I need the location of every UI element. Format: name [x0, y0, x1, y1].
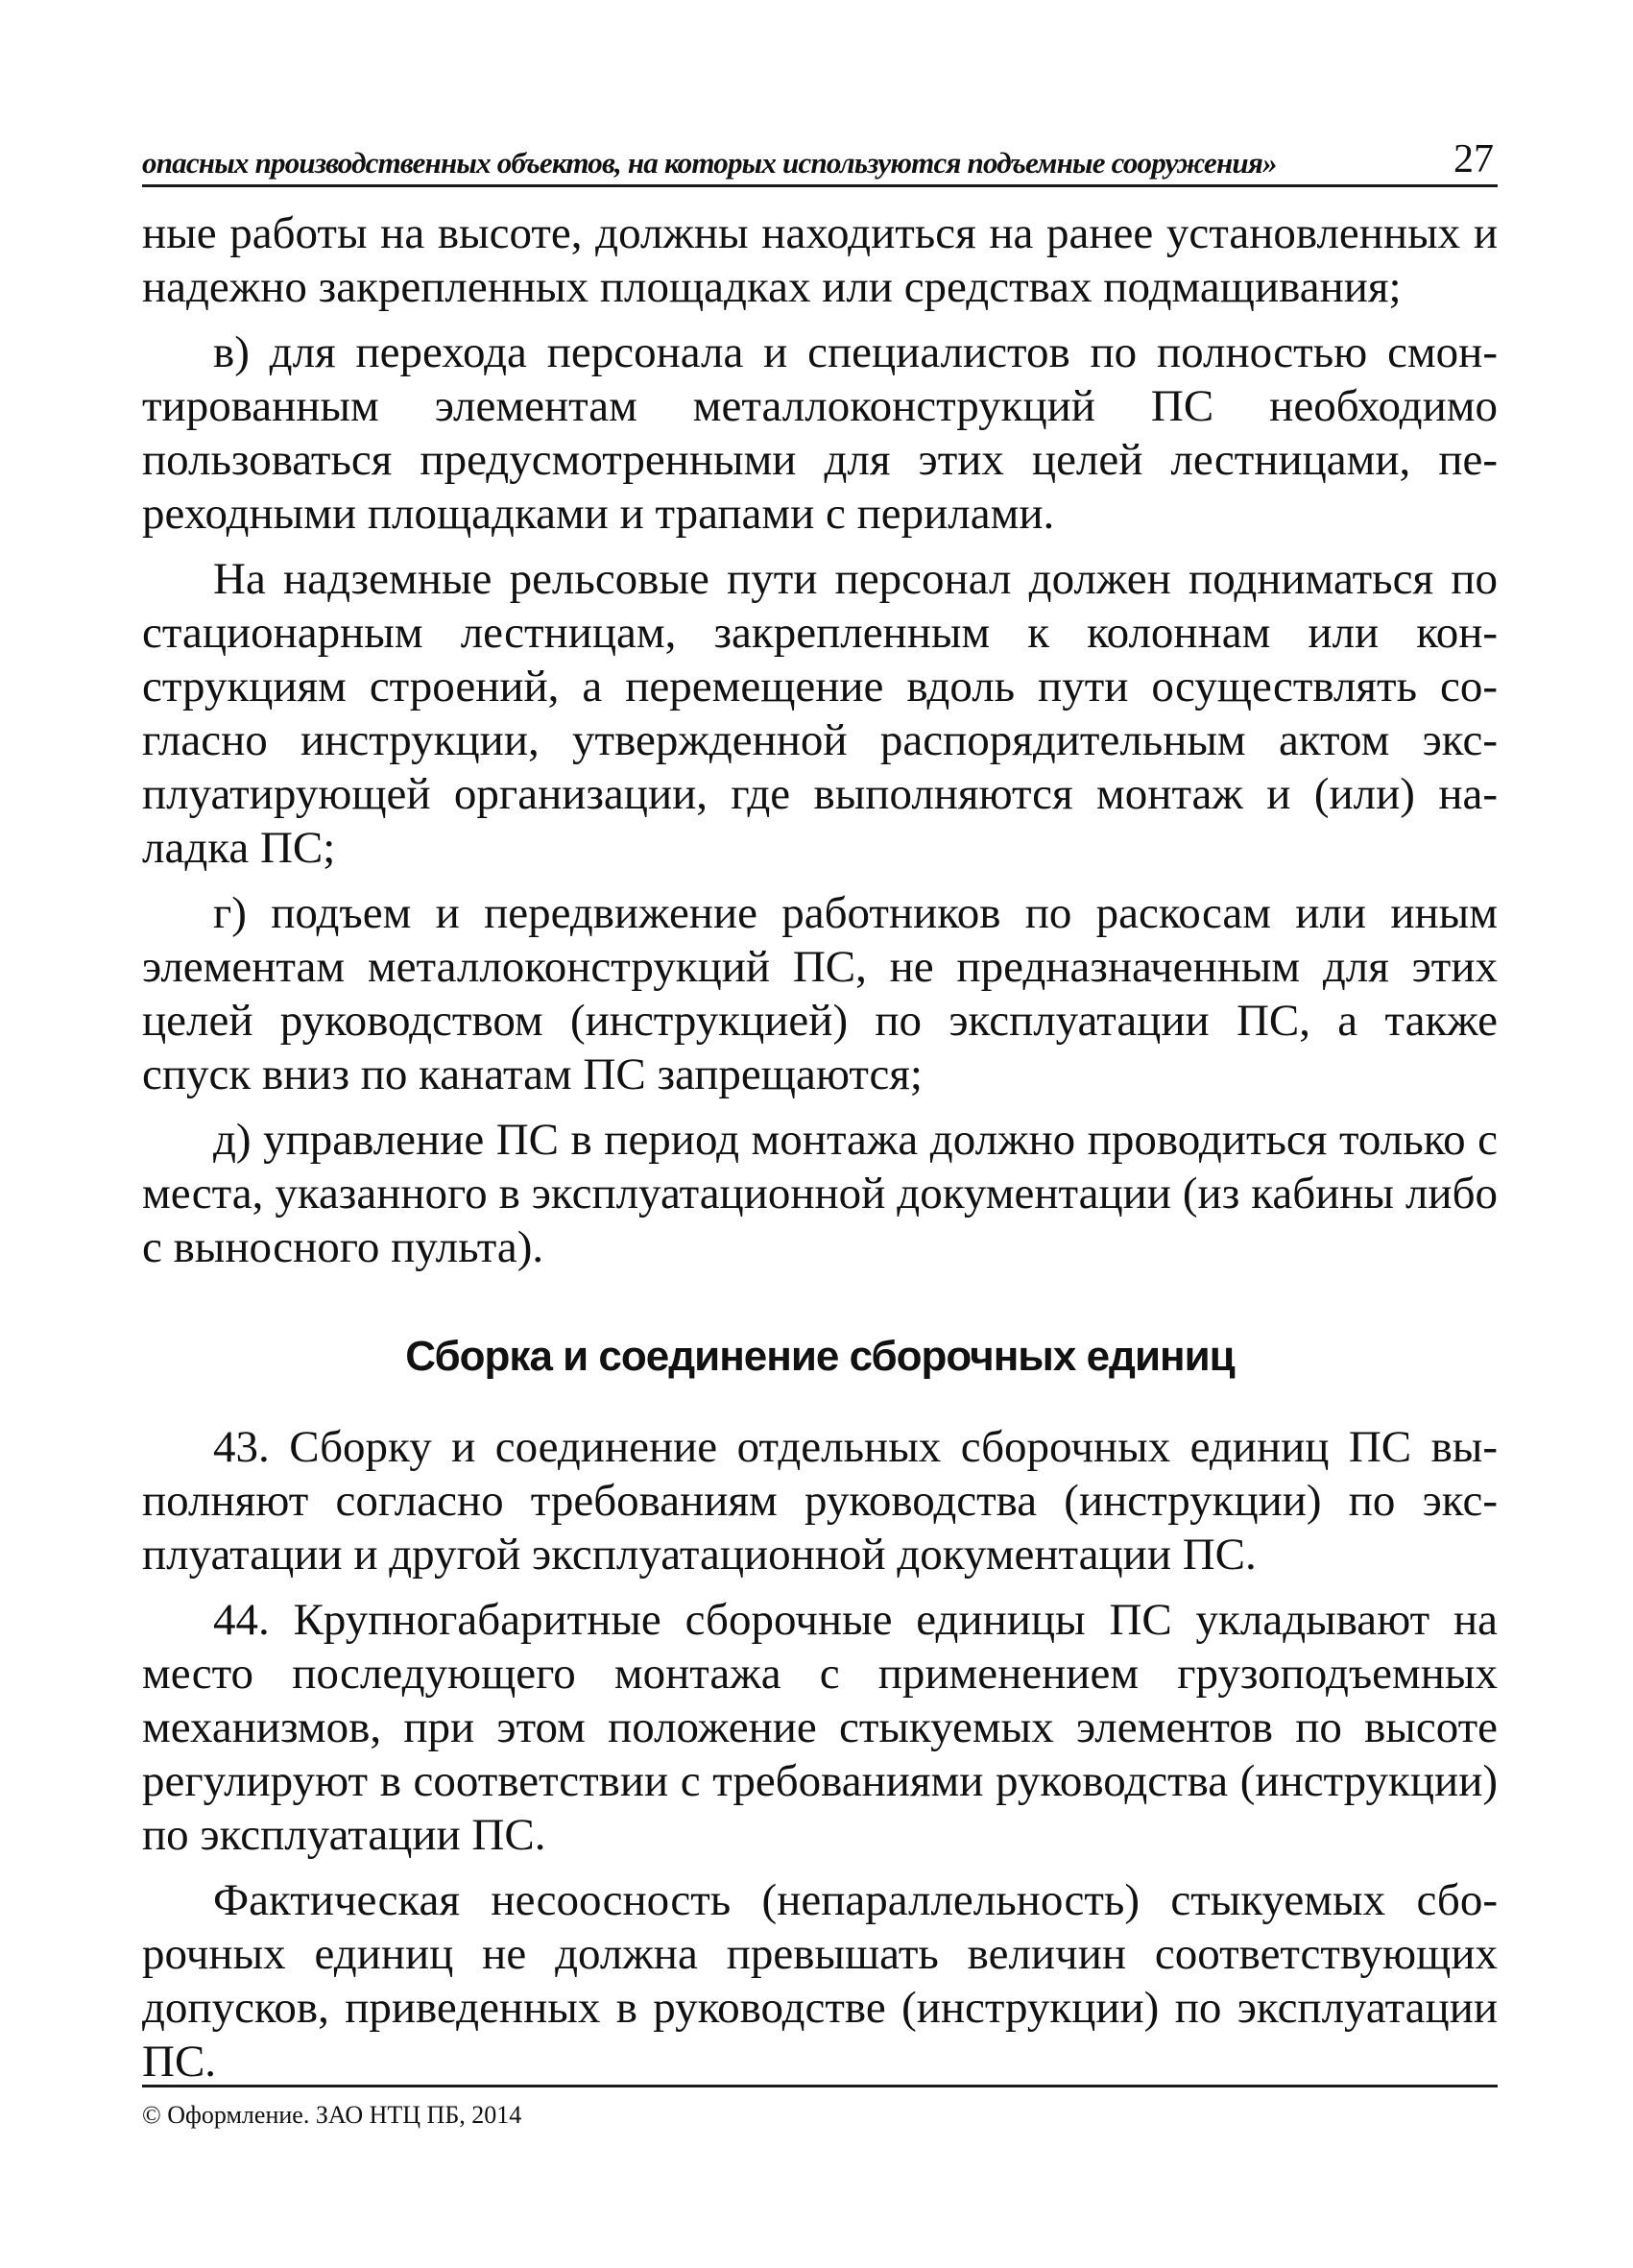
paragraph: 44. Крупногабаритные сборочные единицы ПС укладывают на место последующего монтажа с применением грузоподъемных механизмов, при этом положение стыкуемых элементов по высоте регулируют в соответствии с требованиями руководства (инструкции) по эксплуатации ПС. — [142, 1595, 1498, 1860]
paragraph: Фактическая несоосность (непараллельность) стыкуемых сборочных единиц не должна превышать величин соответствующих допусков, приведенных в руководстве (инструкции) по эксплуатации ПС. — [142, 1875, 1498, 2087]
body-text — [142, 206, 1498, 2088]
paragraph: д) управление ПС в период монтажа должно проводиться только с места, указанного в эксплуатационной документации (из кабины либо с выносного пульта). — [142, 1115, 1498, 1272]
running-title: опасных производственных объектов, на которых используются подъемные сооружения» — [142, 146, 1277, 180]
copyright-notice: © Оформление. ЗАО НТЦ ПБ, 2014 — [142, 2101, 522, 2129]
section-heading: Сборка и соединение сборочных единиц — [405, 1333, 1235, 1380]
paragraph: в) для перехода персонала и специалистов по полностью смонтированным элементам металлоконструкций ПС необходимо пользоваться предусмотренными для этих целей лестницами, переходными площадками и трапами с перилами. — [142, 327, 1498, 539]
page-footer — [142, 2085, 1498, 2130]
paragraph: г) подъем и передвижение работников по раскосам или иным элементам металлоконструкций ПС, не предназначенным для этих целей руководством (инструкцией) по эксплуатации ПС, а также спуск вниз по канатам ПС запрещаются; — [142, 888, 1498, 1099]
paragraph: 43. Сборку и соединение отдельных сборочных единиц ПС выполняют согласно требованиям руководства (инструкции) по эксплуатации и другой эксплуатационной документации ПС. — [142, 1422, 1498, 1580]
running-header — [142, 137, 1498, 187]
paragraph: ные работы на высоте, должны находиться на ранее установленных и надежно закрепленных площадках или средствах подмащивания; — [142, 208, 1498, 312]
paragraph: На надземные рельсовые пути персонал должен подниматься по стационарным лестницам, закрепленным к колоннам или конструкциям строений, а перемещение вдоль пути осуществлять согласно инструкции, утвержденной распорядительным актом эксплуатирующей организации, где выполняются монтаж и (или) наладка ПС; — [142, 554, 1498, 873]
page-number: 27 — [1453, 137, 1494, 181]
document-page — [142, 0, 1498, 2268]
